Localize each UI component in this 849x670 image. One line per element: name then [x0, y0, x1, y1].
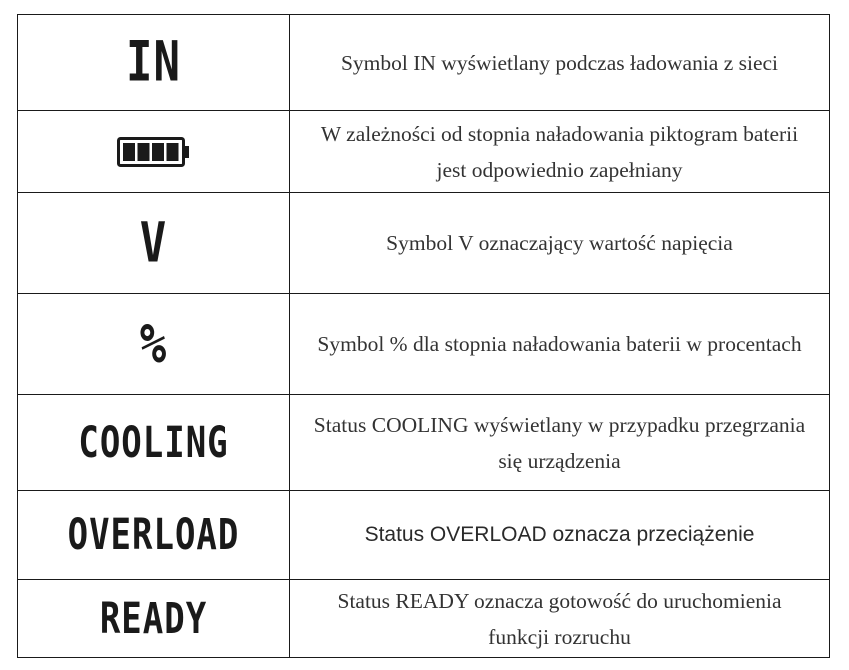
description-line: jest odpowiednio zapełniany: [436, 157, 683, 182]
table-row: [18, 395, 830, 491]
symbol-percent: %: [139, 312, 168, 376]
table-row: [18, 111, 830, 193]
description-cell: Status OVERLOAD oznacza przeciążenie: [290, 491, 830, 580]
symbol-cell: [18, 15, 290, 111]
symbol-overload: OVERLOAD: [67, 510, 240, 560]
table-row: [18, 580, 830, 658]
description-cell: [290, 580, 830, 658]
description-line: W zależności od stopnia naładowania piktogram baterii: [320, 121, 799, 146]
symbol-cell: [18, 111, 290, 193]
symbol-v: V: [139, 211, 168, 275]
description-cell: [290, 395, 830, 491]
table-row: [18, 491, 830, 580]
symbol-ready: READY: [99, 593, 208, 644]
description-line: się urządzenia: [498, 448, 621, 473]
description-cell: Symbol IN wyświetlany podczas ładowania z sieci: [290, 15, 830, 111]
symbol-cell: [18, 580, 290, 658]
description-line: funkcji rozruchu: [488, 624, 631, 649]
symbol-cell: [18, 491, 290, 580]
table-row: [18, 294, 830, 395]
description-line: Status READY oznacza gotowość do uruchomienia: [337, 588, 782, 613]
table-row: [18, 15, 830, 111]
description-cell: [290, 111, 830, 193]
symbol-in: IN: [126, 30, 181, 95]
symbol-cooling: COOLING: [78, 417, 229, 468]
description-line: Status COOLING wyświetlany w przypadku przegrzania: [313, 412, 806, 437]
description-cell: Symbol % dla stopnia naładowania baterii w procentach: [290, 294, 830, 395]
table-row: [18, 193, 830, 294]
symbol-legend-table: [17, 14, 830, 658]
symbol-cell: [18, 294, 290, 395]
symbol-cell: [18, 193, 290, 294]
symbol-cell: [18, 395, 290, 491]
description-cell: Symbol V oznaczający wartość napięcia: [290, 193, 830, 294]
battery-full-icon: [117, 137, 191, 167]
